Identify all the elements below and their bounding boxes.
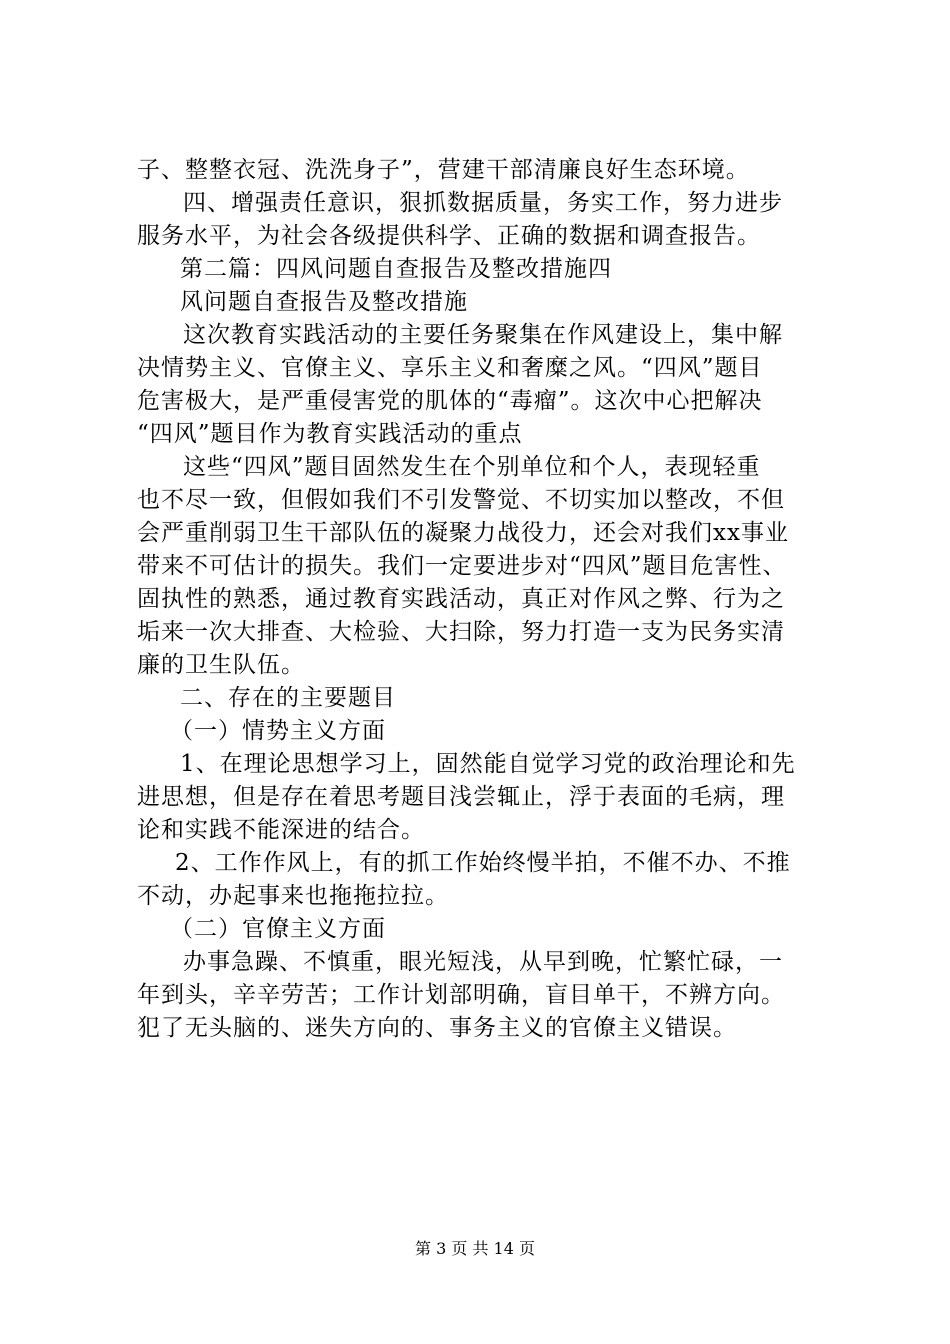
text-line: 1、在理论思想学习上，固然能自觉学习党的政治理论和先 — [180, 751, 796, 777]
text-line: 犯了无头脑的、迷失方向的、事务主义的官僚主义错误。 — [137, 1015, 737, 1041]
text-line: 固执性的熟悉，通过教育实践活动，真正对作风之弊、行为之 — [137, 586, 785, 612]
text-line: 四、增强责任意识，狠抓数据质量，务实工作，努力进步 — [183, 190, 783, 216]
text-line: 论和实践不能深进的结合。 — [137, 817, 425, 843]
page-number-footer: 第 3 页 共 14 页 — [415, 1239, 535, 1258]
text-line: “四风”题目作为教育实践活动的重点 — [137, 421, 523, 447]
text-line: 带来不可估计的损失。我们一定要进步对“四风”题目危害性、 — [137, 553, 787, 579]
text-line: 子、整整衣冠、洗洗身子”，营建干部清廉良好生态环境。 — [137, 157, 750, 183]
text-line: 危害极大，是严重侵害党的肌体的“毒瘤”。这次中心把解决 — [137, 388, 763, 414]
text-line: 不动，办起事来也拖拖拉拉。 — [137, 883, 449, 909]
text-line: 2、工作作风上，有的抓工作始终慢半拍，不催不办、不推 — [175, 850, 791, 876]
text-line: 决情势主义、官僚主义、享乐主义和奢糜之风。“四风”题目 — [137, 355, 763, 381]
text-line: 进思想，但是存在着思考题目浅尝辄止，浮于表面的毛病，理 — [137, 784, 785, 810]
subsection-heading: （一）情势主义方面 — [170, 718, 386, 744]
section-heading: 二、存在的主要题目 — [180, 685, 396, 711]
text-line: 廉的卫生队伍。 — [137, 652, 305, 678]
section-heading: 第二篇：四风问题自查报告及整改措施四 — [180, 256, 612, 282]
text-line: 会严重削弱卫生干部队伍的凝聚力战役力，还会对我们xx事业 — [137, 520, 789, 546]
subsection-heading: （二）官僚主义方面 — [170, 916, 386, 942]
text-line: 垢来一次大排查、大检验、大扫除，努力打造一支为民务实清 — [137, 619, 785, 645]
text-line: 也不尽一致，但假如我们不引发警觉、不切实加以整改，不但 — [137, 487, 785, 513]
text-line: 这些“四风”题目固然发生在个别单位和个人，表现轻重 — [183, 454, 761, 480]
text-line: 这次教育实践活动的主要任务聚集在作风建设上，集中解 — [183, 322, 783, 348]
text-line: 年到头，辛辛劳苦；工作计划部明确，盲目单干，不辨方向。 — [137, 982, 785, 1008]
text-line: 服务水平，为社会各级提供科学、正确的数据和调查报告。 — [137, 223, 761, 249]
text-line: 办事急躁、不慎重，眼光短浅，从早到晚，忙繁忙碌，一 — [183, 949, 783, 975]
section-heading: 风问题自查报告及整改措施 — [180, 289, 468, 315]
